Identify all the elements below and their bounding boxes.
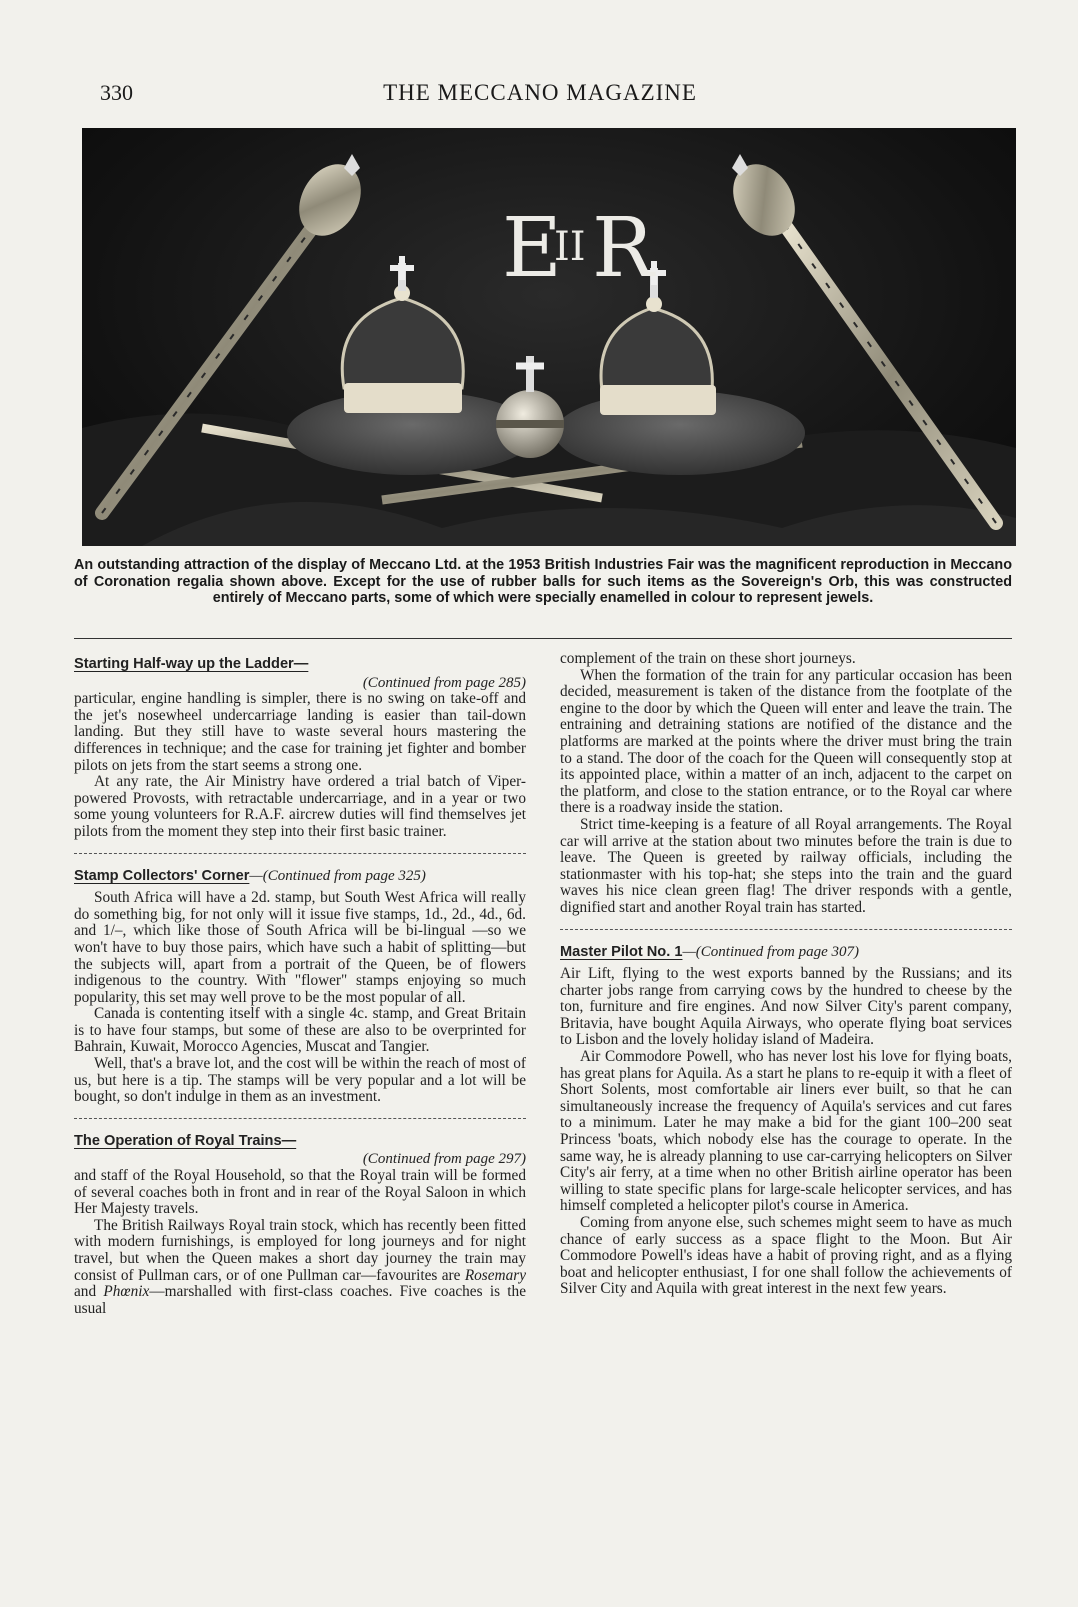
master-pilot-continued: —(Continued from page 307) (682, 943, 859, 960)
pullman-car-name: Rosemary (464, 1266, 526, 1284)
royal-cont-para-2: When the formation of the train for any particular occasion has been decided, measurement is taken of the distance from the footplate of the engine to the door by which the Queen will enter and leave the train. The entraining and detraining stations are notified of the distance and the platforms are marked at the points where the driver must bring the train to a stand. The door of the coach for the Queen will consequently stop at its appointed place, within a matter of an inch, adjacent to the carpet on the platform, and close to the station entrance, or to the Royal car where there is a roadway inside the station. (560, 666, 1012, 817)
pilot-para-3: Coming from anyone else, such schemes might seem to have as much chance of early success as a space flight to the Moon. But Air Commodore Powell's ideas have a habit of proving right, and as a flying boat and helicopter enthusiast, I for one shall follow the achievements of Silver City and Aquila with great interest in the next few years. (560, 1214, 1012, 1298)
pilot-para-2: Air Commodore Powell, who has never lost his love for flying boats, has great plans for Aquila. As a start he plans to re-equip it with a fleet of Short Solents, most comfortable air liners ever built, so that he can simultaneously increase the frequency of Aquila's services and cut fares to a minimum. Later he may make a bid for the giant 100–200 seat Princess 'boats, which nobody else has the courage to operate. In the same way, he is already planning to use car-carrying helicopters on Silver City's air ferry, at a time when no other British airline operator has been willing to state specific plans for large-scale helicopter services, and has himself completed a helicopter pilot's course in America. (560, 1048, 1012, 1215)
sovereigns-orb (496, 356, 564, 458)
section-divider (74, 853, 526, 854)
pullman-car-name: Phœnix (103, 1283, 150, 1301)
right-column (560, 651, 1012, 1298)
section-divider (74, 1118, 526, 1119)
stamps-para-1: South Africa will have a 2d. stamp, but South West Africa will really do something big, for not only will it issue five stamps, 1d., 2d., 4d., 6d. and 1/–, which like those of South Africa will be bi-lingual —so we won't have to buy those pairs, which have such a habit of splitting—but the subjects will, apart from a portrait of the Queen, be of flowers indigenous to the country. With "flower" stamps enjoying so much popularity, this set may well prove to be the most popular of all. (74, 889, 526, 1006)
pilot-para-1: Air Lift, flying to the west exports banned by the Russians; and its charter jobs range from carrying cows by the hundred to cheese by the ton, furniture and fire engines. And now Silver City's parent company, Britavia, have bought Aquila Airways, who operate flying boat services to Lisbon and the lovely holiday island of Madeira. (560, 965, 1012, 1049)
master-pilot-section (560, 944, 1012, 1298)
regalia-illustration (82, 128, 1016, 546)
ladder-heading: Starting Half-way up the Ladder— (74, 656, 309, 672)
royal-text: The British Railways Royal train stock, which has recently been fitted with modern furnishings, is employed for long journeys and for night travel, but when the Queen makes a short day journey the train may consist of Pullman cars, or of one Pullman car—favourites are (74, 1216, 526, 1284)
royal-trains-para-2 (74, 1218, 526, 1318)
section-divider (560, 929, 1012, 930)
monogram-numeral: II (554, 224, 586, 270)
regalia-photo (82, 128, 1016, 546)
page-header (100, 80, 980, 110)
royal-text: and (74, 1283, 104, 1301)
left-crown (342, 256, 463, 413)
royal-text: —marshalled with first-class coaches. Five coaches is the usual (74, 1283, 526, 1317)
royal-trains-heading: The Operation of Royal Trains— (74, 1132, 297, 1149)
photo-caption: An outstanding attraction of the display of Meccano Ltd. at the 1953 British Industries Fair was the magnificent reproduction in Meccano of Coronation regalia shown above. Except for the use of rubber balls for such items as the Sovereign's Orb, this was constructed entirely of Meccano parts, some of which were specially enamelled in colour to represent jewels. (74, 557, 1012, 607)
royal-trains-continuation (560, 651, 1012, 917)
stamps-section (74, 868, 526, 1106)
ladder-continued: (Continued from page 285) (362, 674, 526, 691)
royal-trains-section (74, 1133, 526, 1318)
master-pilot-heading: Master Pilot No. 1 (560, 943, 683, 960)
magazine-title: THE MECCANO MAGAZINE (383, 80, 697, 105)
stamps-continued: —(Continued from page 325) (249, 867, 426, 884)
royal-cont-para-3: Strict time-keeping is a feature of all Royal arrangements. The Royal car will arrive at the station about two minutes before the train is due to leave. The Queen is greeted by railway officials, including the stationmaster with his top-hat; she steps into the train and the guard waves his nice clean green flag! The driver responds with a gentle, dignified start and another Royal train has started. (560, 815, 1012, 916)
royal-cont-para-1: complement of the train on these short journeys. (560, 650, 856, 667)
stamps-para-2: Canada is contenting itself with a single 4c. stamp, and Great Britain is to have four stamps, but some of these are also to be overprinted for Bahrain, Kuwait, Morocco Agencies, Muscat and Tangier. (74, 1005, 526, 1056)
royal-trains-continued: (Continued from page 297) (362, 1151, 526, 1168)
page-number: 330 (100, 80, 133, 105)
ladder-para-2: At any rate, the Air Ministry have ordered a trial batch of Viper-powered Provosts, with retractable undercarriage, and in a year or two some young volunteers for R.A.F. aircrew duties will find themselves jet pilots from the moment they step into their first basic trainer. (74, 773, 526, 840)
royal-trains-para-1: and staff of the Royal Household, so that the Royal train will be formed of several coaches both in front and in rear of the Royal Saloon in which Her Majesty travels. (74, 1167, 526, 1218)
left-column (74, 656, 526, 1317)
ladder-para-1: particular, engine handling is simpler, there is no swing on take-off and the jet's nosewheel undercarriage landing is easier than tail-down landing. But they still have to waste several hours mastering the differences in technique; and the case for training jet fighter and bomber pilots on jets from the start seems a strong one. (74, 690, 526, 774)
monogram-letter-e: E (502, 201, 562, 296)
caption-rule (74, 638, 1012, 639)
ladder-section (74, 656, 526, 841)
stamps-heading: Stamp Collectors' Corner (74, 867, 250, 884)
monogram-letter-r: R (592, 201, 654, 296)
stamps-para-3: Well, that's a brave lot, and the cost will be within the reach of most of us, but here is a tip. The stamps will be very popular and a lot will be bought, so don't indulge in them as an investment. (74, 1055, 526, 1106)
